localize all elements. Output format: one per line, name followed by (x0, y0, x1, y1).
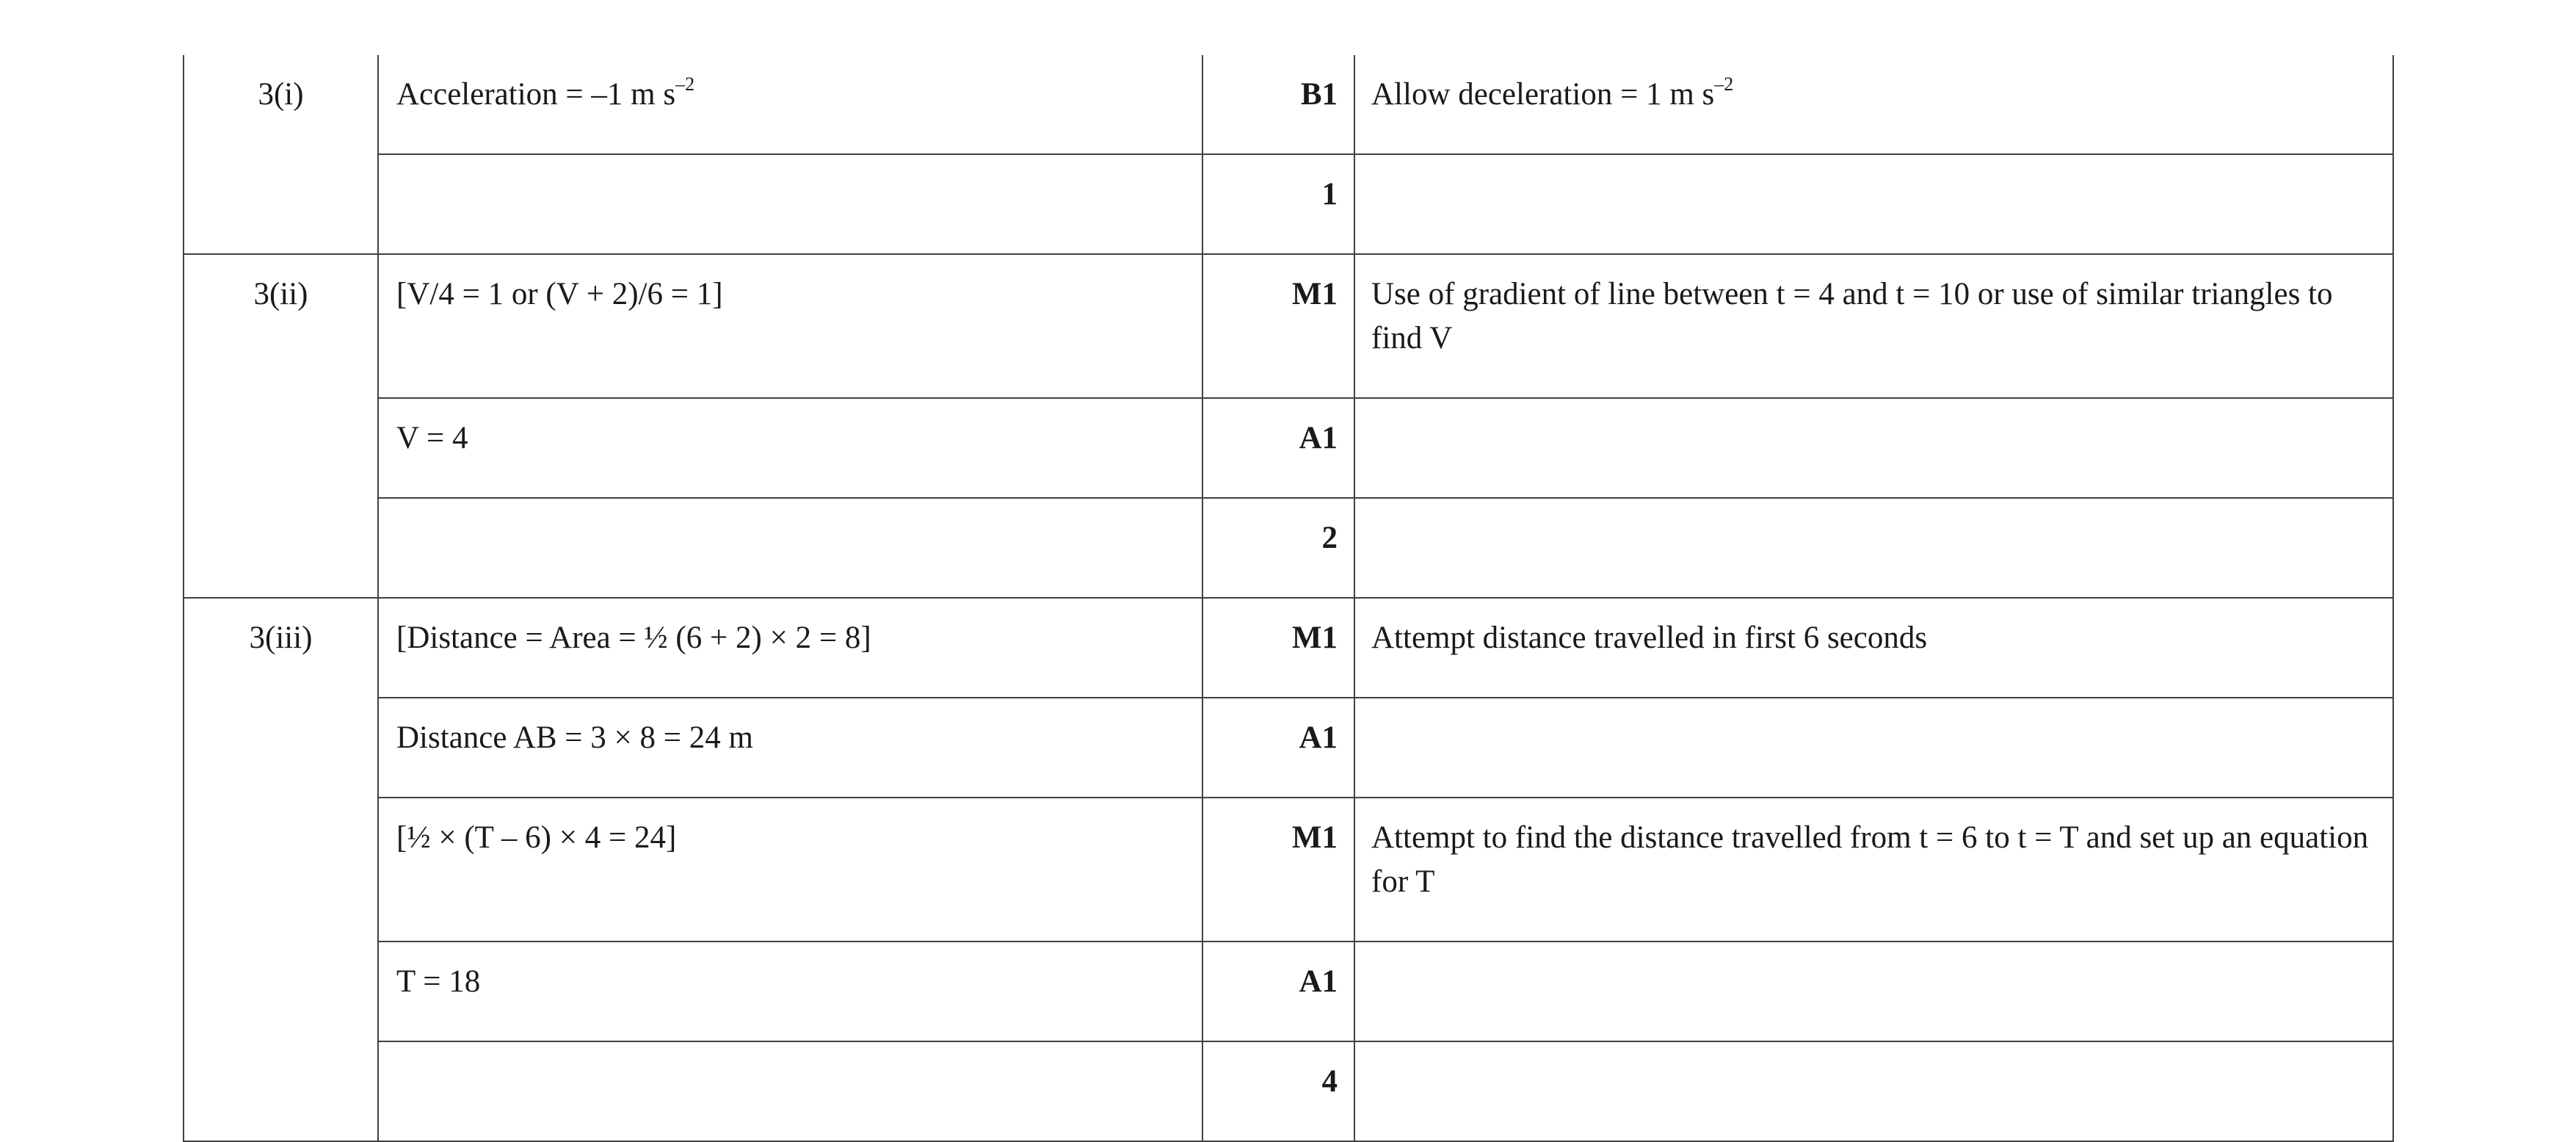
table-row (184, 398, 2393, 498)
table-row (184, 598, 2393, 698)
answer-cell: Distance AB = 3 × 8 = 24 m (378, 698, 1202, 798)
total-mark-cell: 4 (1202, 1041, 1354, 1141)
answer-cell: [Distance = Area = ½ (6 + 2) × 2 = 8] (378, 598, 1202, 698)
answer-cell (378, 154, 1202, 254)
table-row (184, 498, 2393, 598)
guidance-cell (1354, 942, 2393, 1041)
answer-cell: T = 18 (378, 942, 1202, 1041)
question-number: 3(ii) (184, 254, 378, 598)
total-mark-cell: 2 (1202, 498, 1354, 598)
guidance-cell (1354, 498, 2393, 598)
guidance-cell (1354, 1041, 2393, 1141)
answer-cell (378, 498, 1202, 598)
answer-cell: [V/4 = 1 or (V + 2)/6 = 1] (378, 254, 1202, 398)
table-row (184, 154, 2393, 254)
mark-cell: M1 (1202, 598, 1354, 698)
answer-cell: V = 4 (378, 398, 1202, 498)
answer-cell (378, 1041, 1202, 1141)
answer-cell: [½ × (T – 6) × 4 = 24] (378, 798, 1202, 942)
table-row (184, 798, 2393, 942)
answer-cell (378, 55, 1202, 154)
mark-scheme-table (183, 55, 2394, 1142)
guidance-cell (1354, 398, 2393, 498)
guidance-superscript: –2 (1714, 73, 1734, 95)
mark-cell: A1 (1202, 698, 1354, 798)
guidance-cell: Attempt to find the distance travelled from t = 6 to t = T and set up an equation for T (1354, 798, 2393, 942)
guidance-cell: Attempt distance travelled in first 6 seconds (1354, 598, 2393, 698)
table-row (184, 55, 2393, 154)
guidance-text: Allow deceleration = 1 m s (1371, 77, 1715, 112)
table-row (184, 698, 2393, 798)
mark-cell: M1 (1202, 798, 1354, 942)
guidance-cell: Use of gradient of line between t = 4 and t = 10 or use of similar triangles to find V (1354, 254, 2393, 398)
table-row (184, 942, 2393, 1041)
guidance-cell (1354, 154, 2393, 254)
guidance-cell (1354, 55, 2393, 154)
mark-cell: B1 (1202, 55, 1354, 154)
answer-superscript: –2 (675, 73, 695, 95)
question-number: 3(i) (184, 55, 378, 254)
table-row (184, 254, 2393, 398)
table-row (184, 1041, 2393, 1141)
mark-cell: A1 (1202, 942, 1354, 1041)
answer-text: Acceleration = –1 m s (396, 77, 676, 112)
total-mark-cell: 1 (1202, 154, 1354, 254)
question-number: 3(iii) (184, 598, 378, 1141)
mark-cell: A1 (1202, 398, 1354, 498)
guidance-cell (1354, 698, 2393, 798)
mark-cell: M1 (1202, 254, 1354, 398)
